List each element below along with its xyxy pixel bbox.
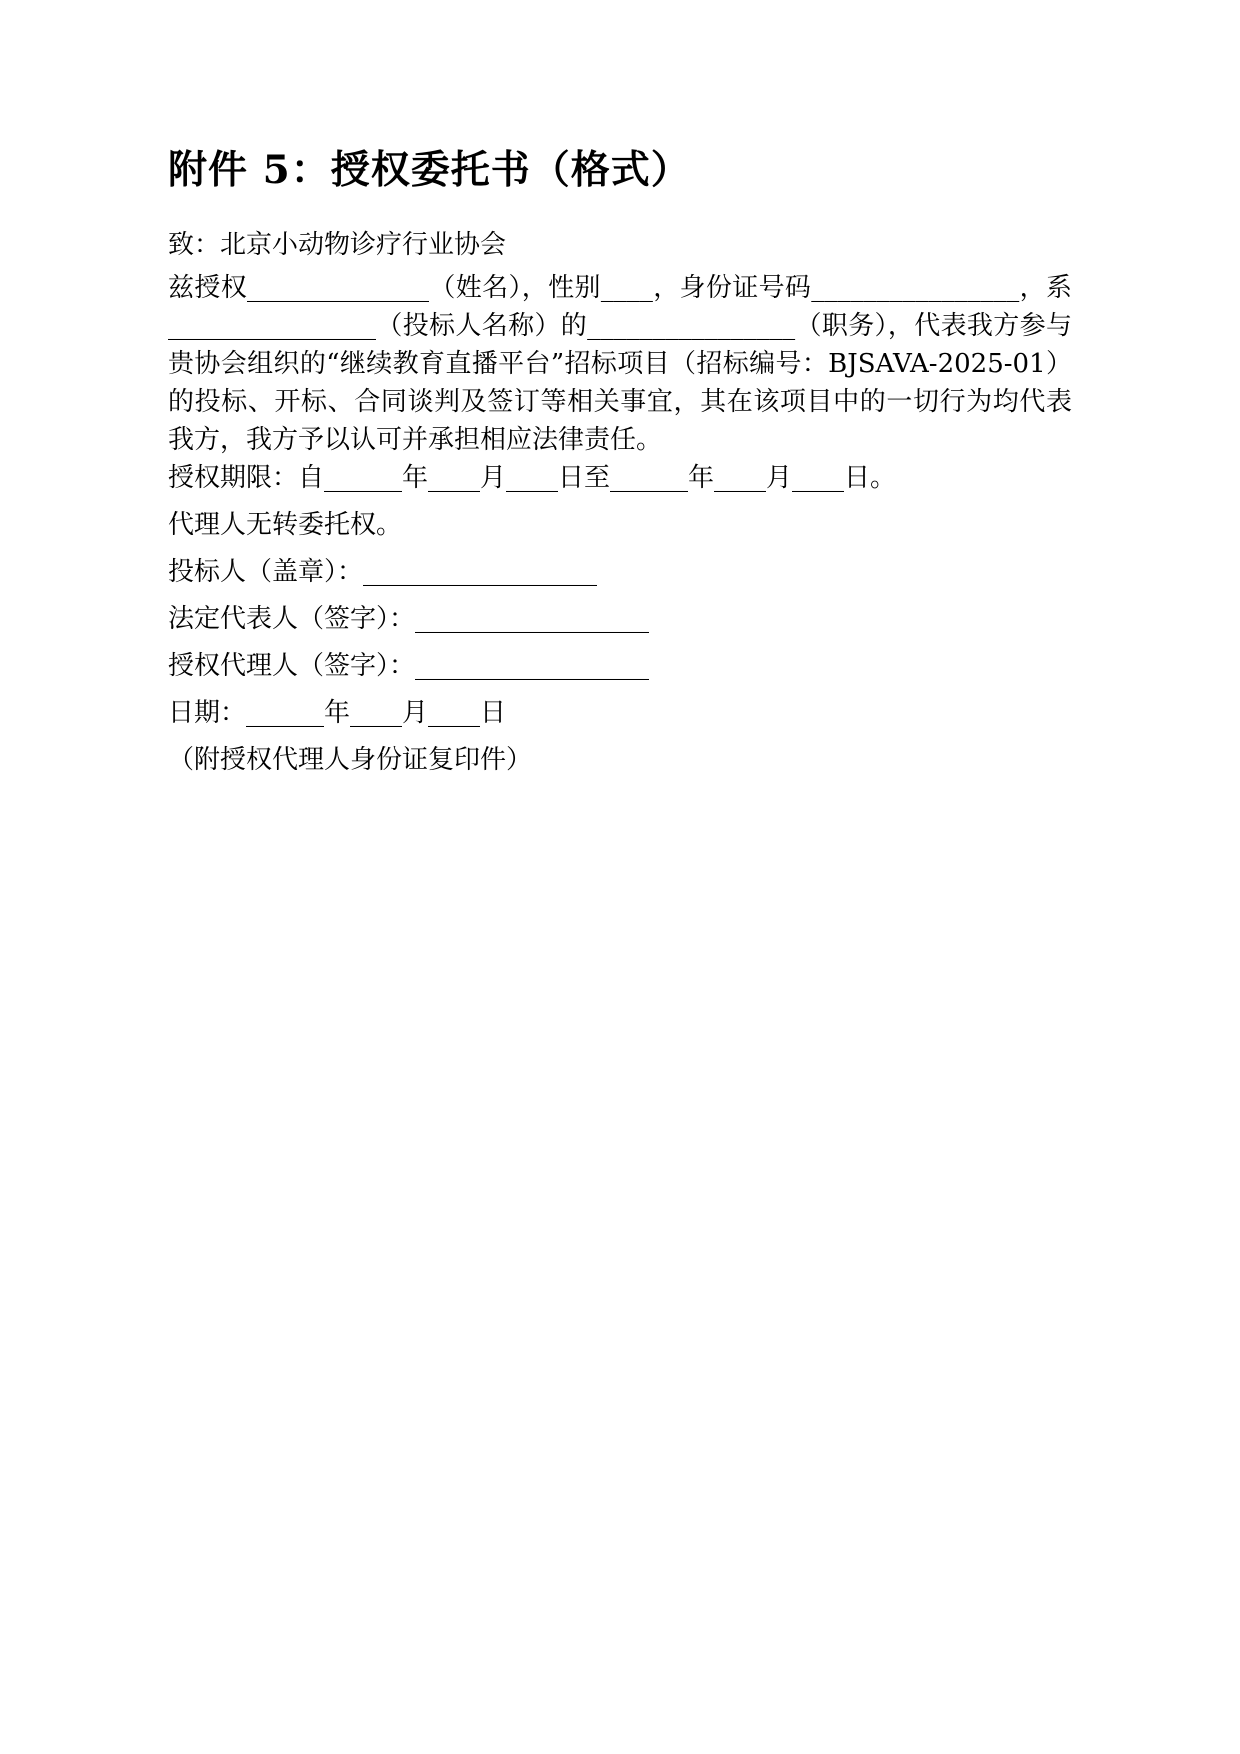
legal-representative-signature-line: 法定代表人（签字）：__________________ (168, 604, 650, 634)
authorization-period-line: 授权期限：自______年____月____日至______年____月____日。 (168, 463, 897, 493)
no-sub-delegation-line: 代理人无转委托权。 (168, 510, 403, 540)
authorization-paragraph: 兹授权______________（姓名），性别____，身份证号码________________，系________________（投标人名称）的________________（职务），代表我方参与贵协会组织的“继续教育直播平台”招标项目（招标编号：BJSAVA-2025-01）的投标、开标、合同谈判及签订等相关事宜，其在该项目中的一切行为均代表我方，我方予以认可并承担相应法律责任。 (168, 273, 1072, 455)
attachment-note: （附授权代理人身份证复印件） (168, 745, 533, 775)
document-title: 附件 5：授权委托书（格式） (168, 147, 691, 193)
bidder-seal-line: 投标人（盖章）：__________________ (168, 557, 598, 587)
authorized-agent-signature-line: 授权代理人（签字）：__________________ (168, 651, 650, 681)
salutation-line: 致：北京小动物诊疗行业协会 (168, 230, 507, 260)
date-line: 日期：______年____月____日 (168, 698, 507, 728)
